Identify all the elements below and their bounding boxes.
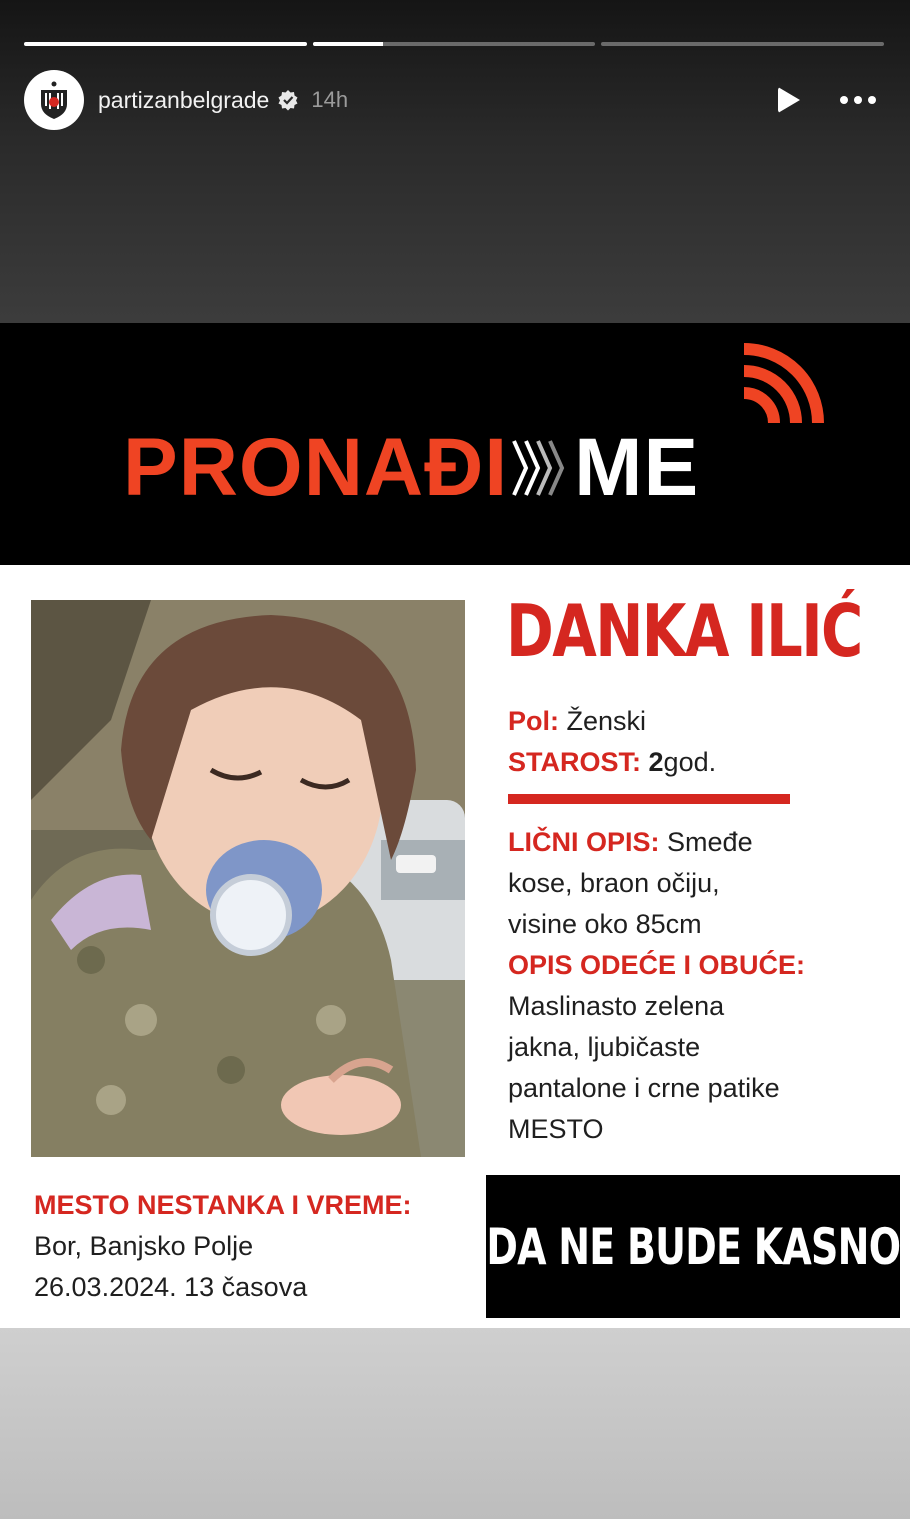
post-time: 14h: [311, 87, 349, 112]
clothes-line: jakna, ljubičaste: [508, 1032, 701, 1062]
story-header: [24, 70, 886, 130]
progress-fill: [24, 42, 307, 46]
pronadji-me-logo: [123, 418, 699, 518]
sex-label: Pol:: [508, 706, 559, 736]
description-line: Smeđe: [667, 827, 753, 857]
header-actions: [778, 87, 886, 113]
logo-word-pronadji: PRONAĐI: [123, 422, 509, 513]
location-label: MESTO NESTANKA I VREME:: [34, 1190, 412, 1220]
story-progress: [24, 42, 884, 46]
missing-person-poster: [0, 323, 910, 1328]
username[interactable]: partizanbelgrade: [98, 86, 270, 113]
logo-word-me: ME: [574, 422, 700, 513]
signal-icon: [740, 341, 830, 431]
progress-segment: [601, 42, 884, 46]
age-label: STAROST:: [508, 747, 641, 777]
clothes-line: MESTO: [508, 1114, 604, 1144]
play-icon[interactable]: [778, 87, 800, 113]
age-unit: god.: [663, 747, 717, 777]
age-number: 2: [648, 747, 664, 777]
description-block: [508, 822, 805, 1150]
cta-box: [486, 1175, 900, 1318]
description-line: kose, braon očiju,: [508, 868, 720, 898]
location-line: Bor, Banjsko Polje: [34, 1231, 254, 1261]
more-options-icon[interactable]: [840, 96, 876, 104]
partizan-crest-icon: [37, 80, 71, 120]
missing-person-name: DANKA ILIĆ: [506, 589, 862, 673]
clothes-label: OPIS ODEĆE I OBUĆE:: [508, 950, 806, 980]
avatar[interactable]: [24, 70, 84, 130]
sex-value: Ženski: [566, 706, 647, 736]
sex-line: [508, 701, 646, 742]
pronadji-me-banner: [0, 323, 910, 565]
cta-text: DA NE BUDE KASNO: [486, 1217, 900, 1276]
location-block: [34, 1185, 412, 1308]
location-time: 26.03.2024. 13 časova: [34, 1272, 308, 1302]
clothes-line: pantalone i crne patike: [508, 1073, 780, 1103]
divider-line: [508, 794, 790, 804]
progress-segment: [24, 42, 307, 46]
clothes-line: Maslinasto zelena: [508, 991, 725, 1021]
description-line: visine oko 85cm: [508, 909, 702, 939]
progress-fill: [313, 42, 384, 46]
verified-badge-icon: [277, 89, 299, 111]
description-label: LIČNI OPIS:: [508, 827, 660, 857]
chevrons-icon: [510, 435, 572, 501]
age-line: [508, 742, 716, 783]
progress-segment: [313, 42, 596, 46]
story-bottom-area: [0, 1328, 910, 1519]
child-photo: [31, 600, 465, 1157]
